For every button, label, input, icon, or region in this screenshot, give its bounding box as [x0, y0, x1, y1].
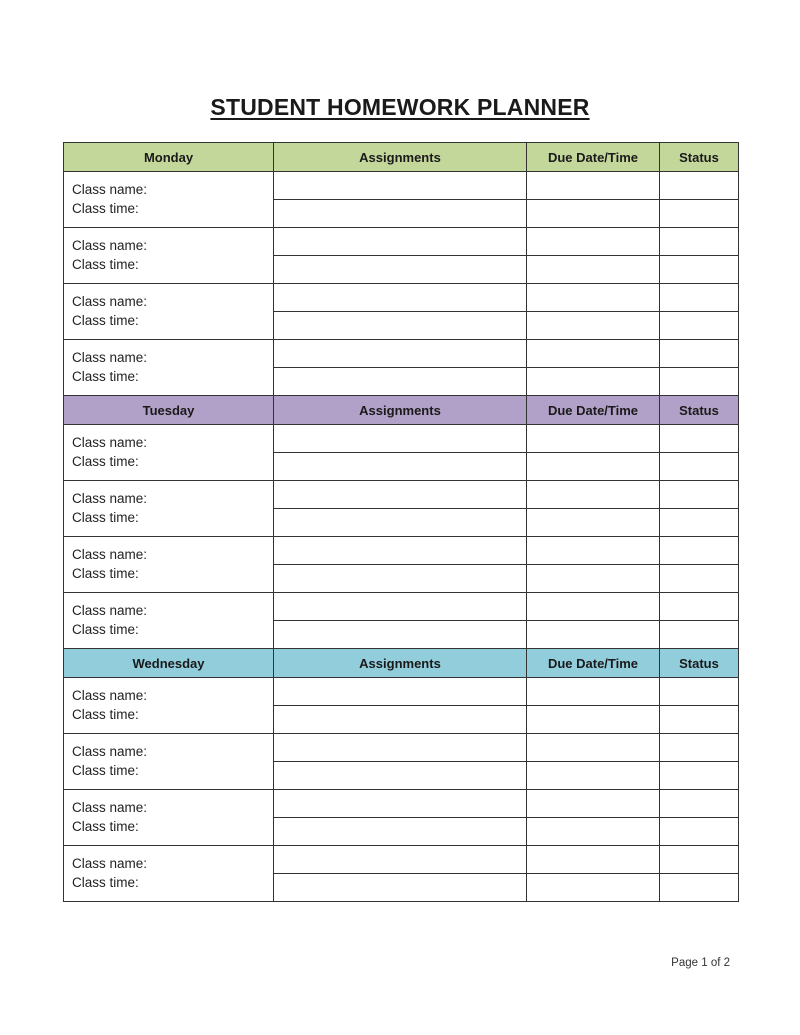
assignment-cell[interactable] [274, 706, 527, 734]
class-row [64, 481, 739, 509]
day-header: Wednesday [64, 649, 274, 678]
class-name-label: Class name: [72, 547, 148, 562]
class-name-label: Class name: [72, 744, 148, 759]
assignment-cell[interactable] [274, 453, 527, 481]
assignment-cell[interactable] [274, 172, 527, 200]
status-cell[interactable] [660, 481, 739, 509]
due-date-cell[interactable] [527, 481, 660, 509]
assignment-cell[interactable] [274, 509, 527, 537]
class-name-label: Class name: [72, 800, 148, 815]
class-row [64, 425, 739, 453]
status-cell[interactable] [660, 678, 739, 706]
status-cell[interactable] [660, 874, 739, 902]
due-date-cell[interactable] [527, 790, 660, 818]
class-info-cell[interactable] [64, 340, 274, 396]
assignment-cell[interactable] [274, 621, 527, 649]
due-date-header: Due Date/Time [527, 649, 660, 678]
status-cell[interactable] [660, 734, 739, 762]
class-time-label: Class time: [72, 762, 139, 778]
due-date-cell[interactable] [527, 593, 660, 621]
class-time-label: Class time: [72, 818, 139, 834]
day-header-row [64, 396, 739, 425]
class-row [64, 537, 739, 565]
class-time-label: Class time: [72, 565, 139, 581]
due-date-cell[interactable] [527, 284, 660, 312]
assignment-cell[interactable] [274, 846, 527, 874]
class-info-cell[interactable] [64, 284, 274, 340]
status-cell[interactable] [660, 453, 739, 481]
class-info-cell[interactable] [64, 481, 274, 537]
class-time-label: Class time: [72, 256, 139, 272]
class-row [64, 172, 739, 200]
assignment-cell[interactable] [274, 340, 527, 368]
class-row [64, 340, 739, 368]
class-row [64, 846, 739, 874]
status-cell[interactable] [660, 200, 739, 228]
status-cell[interactable] [660, 565, 739, 593]
status-cell[interactable] [660, 537, 739, 565]
assignment-cell[interactable] [274, 368, 527, 396]
day-header: Tuesday [64, 396, 274, 425]
class-name-label: Class name: [72, 435, 148, 450]
assignment-cell[interactable] [274, 284, 527, 312]
status-cell[interactable] [660, 593, 739, 621]
class-name-label: Class name: [72, 688, 148, 703]
assignments-header: Assignments [274, 143, 527, 172]
status-cell[interactable] [660, 790, 739, 818]
class-time-label: Class time: [72, 509, 139, 525]
class-info-cell[interactable] [64, 425, 274, 481]
assignment-cell[interactable] [274, 790, 527, 818]
class-name-label: Class name: [72, 603, 148, 618]
assignment-cell[interactable] [274, 593, 527, 621]
assignment-cell[interactable] [274, 425, 527, 453]
class-time-label: Class time: [72, 312, 139, 328]
status-cell[interactable] [660, 846, 739, 874]
assignment-cell[interactable] [274, 200, 527, 228]
due-date-cell[interactable] [527, 200, 660, 228]
status-header: Status [660, 649, 739, 678]
class-name-label: Class name: [72, 491, 148, 506]
assignment-cell[interactable] [274, 734, 527, 762]
assignment-cell[interactable] [274, 312, 527, 340]
due-date-cell[interactable] [527, 537, 660, 565]
due-date-cell[interactable] [527, 734, 660, 762]
class-info-cell[interactable] [64, 846, 274, 902]
status-header: Status [660, 396, 739, 425]
assignment-cell[interactable] [274, 762, 527, 790]
status-cell[interactable] [660, 425, 739, 453]
assignment-cell[interactable] [274, 565, 527, 593]
due-date-cell[interactable] [527, 256, 660, 284]
day-header-row [64, 649, 739, 678]
due-date-cell[interactable] [527, 312, 660, 340]
due-date-cell[interactable] [527, 818, 660, 846]
class-name-label: Class name: [72, 238, 148, 253]
class-time-label: Class time: [72, 706, 139, 722]
assignment-cell[interactable] [274, 818, 527, 846]
class-info-cell[interactable] [64, 734, 274, 790]
class-info-cell[interactable] [64, 593, 274, 649]
status-cell[interactable] [660, 368, 739, 396]
assignment-cell[interactable] [274, 481, 527, 509]
day-header-row [64, 143, 739, 172]
assignment-cell[interactable] [274, 874, 527, 902]
day-header: Monday [64, 143, 274, 172]
class-row [64, 593, 739, 621]
page-title: STUDENT HOMEWORK PLANNER [210, 94, 590, 120]
class-row [64, 790, 739, 818]
status-cell[interactable] [660, 621, 739, 649]
assignment-cell[interactable] [274, 256, 527, 284]
due-date-cell[interactable] [527, 706, 660, 734]
class-info-cell[interactable] [64, 678, 274, 734]
page-number: Page 1 of 2 [671, 957, 730, 969]
due-date-header: Due Date/Time [527, 396, 660, 425]
due-date-cell[interactable] [527, 762, 660, 790]
status-cell[interactable] [660, 172, 739, 200]
due-date-header: Due Date/Time [527, 143, 660, 172]
status-header: Status [660, 143, 739, 172]
class-row [64, 734, 739, 762]
class-time-label: Class time: [72, 453, 139, 469]
status-cell[interactable] [660, 762, 739, 790]
class-name-label: Class name: [72, 856, 148, 871]
status-cell[interactable] [660, 284, 739, 312]
class-info-cell[interactable] [64, 537, 274, 593]
class-time-label: Class time: [72, 368, 139, 384]
class-info-cell[interactable] [64, 228, 274, 284]
class-name-label: Class name: [72, 182, 148, 197]
assignment-cell[interactable] [274, 537, 527, 565]
class-info-cell[interactable] [64, 172, 274, 228]
due-date-cell[interactable] [527, 509, 660, 537]
due-date-cell[interactable] [527, 425, 660, 453]
status-cell[interactable] [660, 228, 739, 256]
status-cell[interactable] [660, 312, 739, 340]
due-date-cell[interactable] [527, 678, 660, 706]
status-cell[interactable] [660, 509, 739, 537]
assignment-cell[interactable] [274, 678, 527, 706]
class-row [64, 228, 739, 256]
status-cell[interactable] [660, 256, 739, 284]
due-date-cell[interactable] [527, 340, 660, 368]
due-date-cell[interactable] [527, 453, 660, 481]
due-date-cell[interactable] [527, 846, 660, 874]
status-cell[interactable] [660, 818, 739, 846]
due-date-cell[interactable] [527, 228, 660, 256]
due-date-cell[interactable] [527, 621, 660, 649]
class-name-label: Class name: [72, 350, 148, 365]
due-date-cell[interactable] [527, 874, 660, 902]
class-time-label: Class time: [72, 874, 139, 890]
class-name-label: Class name: [72, 294, 148, 309]
homework-planner-table [63, 142, 739, 902]
class-row [64, 284, 739, 312]
class-time-label: Class time: [72, 200, 139, 216]
class-row [64, 678, 739, 706]
due-date-cell[interactable] [527, 368, 660, 396]
assignment-cell[interactable] [274, 228, 527, 256]
assignments-header: Assignments [274, 649, 527, 678]
status-cell[interactable] [660, 340, 739, 368]
status-cell[interactable] [660, 706, 739, 734]
class-time-label: Class time: [72, 621, 139, 637]
due-date-cell[interactable] [527, 172, 660, 200]
due-date-cell[interactable] [527, 565, 660, 593]
class-info-cell[interactable] [64, 790, 274, 846]
assignments-header: Assignments [274, 396, 527, 425]
